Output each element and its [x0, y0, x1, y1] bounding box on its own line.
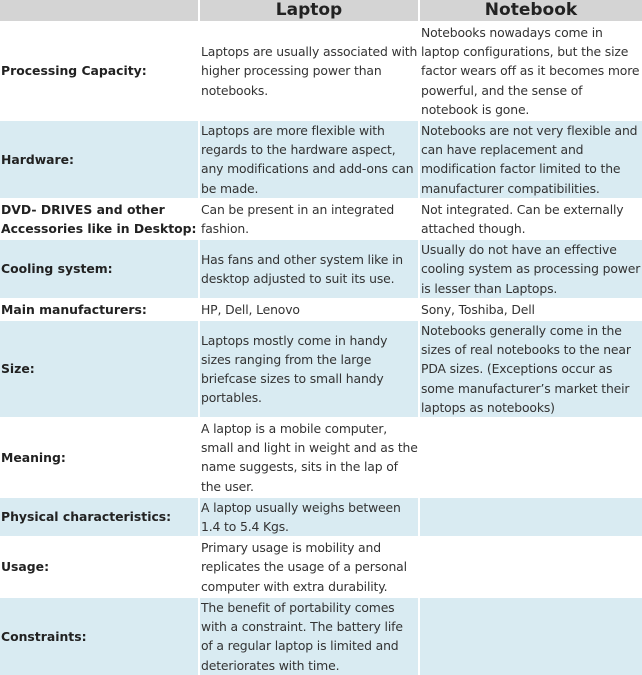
- row-label: Hardware:: [0, 119, 200, 198]
- row-label: Meaning:: [0, 417, 200, 496]
- notebook-cell: Sony, Toshiba, Dell: [420, 298, 642, 319]
- laptop-cell: Can be present in an integrated fashion.: [200, 198, 420, 238]
- laptop-cell: The benefit of portability comes with a constraint. The battery life of a regular laptop is limited and deteriorates with time.: [200, 596, 420, 675]
- notebook-cell: [420, 496, 642, 536]
- header-empty: [0, 0, 200, 21]
- notebook-cell: Usually do not have an effective cooling system as processing power is lesser than Laptops.: [420, 238, 642, 298]
- notebook-cell: [420, 536, 642, 596]
- row-label: DVD- DRIVES and other Accessories like in Desktop:: [0, 198, 200, 238]
- notebook-cell: Not integrated. Can be externally attached though.: [420, 198, 642, 238]
- laptop-cell: A laptop usually weighs between 1.4 to 5.4 Kgs.: [200, 496, 420, 536]
- table-row-hardware: [0, 119, 642, 198]
- row-label: Physical characteristics:: [0, 496, 200, 536]
- notebook-cell: [420, 417, 642, 496]
- table-row-manufacturers: [0, 298, 642, 319]
- table-row-constraints: [0, 596, 642, 675]
- laptop-cell: A laptop is a mobile computer, small and light in weight and as the name suggests, sits in the lap of the user.: [200, 417, 420, 496]
- table-row-physical: [0, 496, 642, 536]
- row-label: Usage:: [0, 536, 200, 596]
- header-laptop: Laptop: [200, 0, 420, 21]
- notebook-cell: Notebooks nowadays come in laptop configurations, but the size factor wears off as it becomes more powerful, and the sense of notebook is gone.: [420, 21, 642, 119]
- laptop-cell: Laptops mostly come in handy sizes ranging from the large briefcase sizes to small handy portables.: [200, 319, 420, 417]
- table-row-dvd-drives: [0, 198, 642, 238]
- row-label: Cooling system:: [0, 238, 200, 298]
- notebook-cell: Notebooks generally come in the sizes of real notebooks to the near PDA sizes. (Exceptions occur as some manufacturer’s market their laptops as notebooks): [420, 319, 642, 417]
- table-row-processing: [0, 21, 642, 119]
- table-row-meaning: [0, 417, 642, 496]
- notebook-cell: Notebooks are not very flexible and can have replacement and modification factor limited to the manufacturer compatibilities.: [420, 119, 642, 198]
- notebook-cell: [420, 596, 642, 675]
- laptop-cell: Primary usage is mobility and replicates the usage of a personal computer with extra durability.: [200, 536, 420, 596]
- row-label: Processing Capacity:: [0, 21, 200, 119]
- laptop-cell: Laptops are more flexible with regards to the hardware aspect, any modifications and add-ons can be made.: [200, 119, 420, 198]
- row-label: Size:: [0, 319, 200, 417]
- row-label: Main manufacturers:: [0, 298, 200, 319]
- laptop-cell: Has fans and other system like in desktop adjusted to suit its use.: [200, 238, 420, 298]
- header-notebook: Notebook: [420, 0, 642, 21]
- laptop-cell: HP, Dell, Lenovo: [200, 298, 420, 319]
- table-row-usage: [0, 536, 642, 596]
- laptop-cell: Laptops are usually associated with higher processing power than notebooks.: [200, 21, 420, 119]
- header-row: [0, 0, 642, 21]
- row-label: Constraints:: [0, 596, 200, 675]
- table-row-cooling: [0, 238, 642, 298]
- table-row-size: [0, 319, 642, 417]
